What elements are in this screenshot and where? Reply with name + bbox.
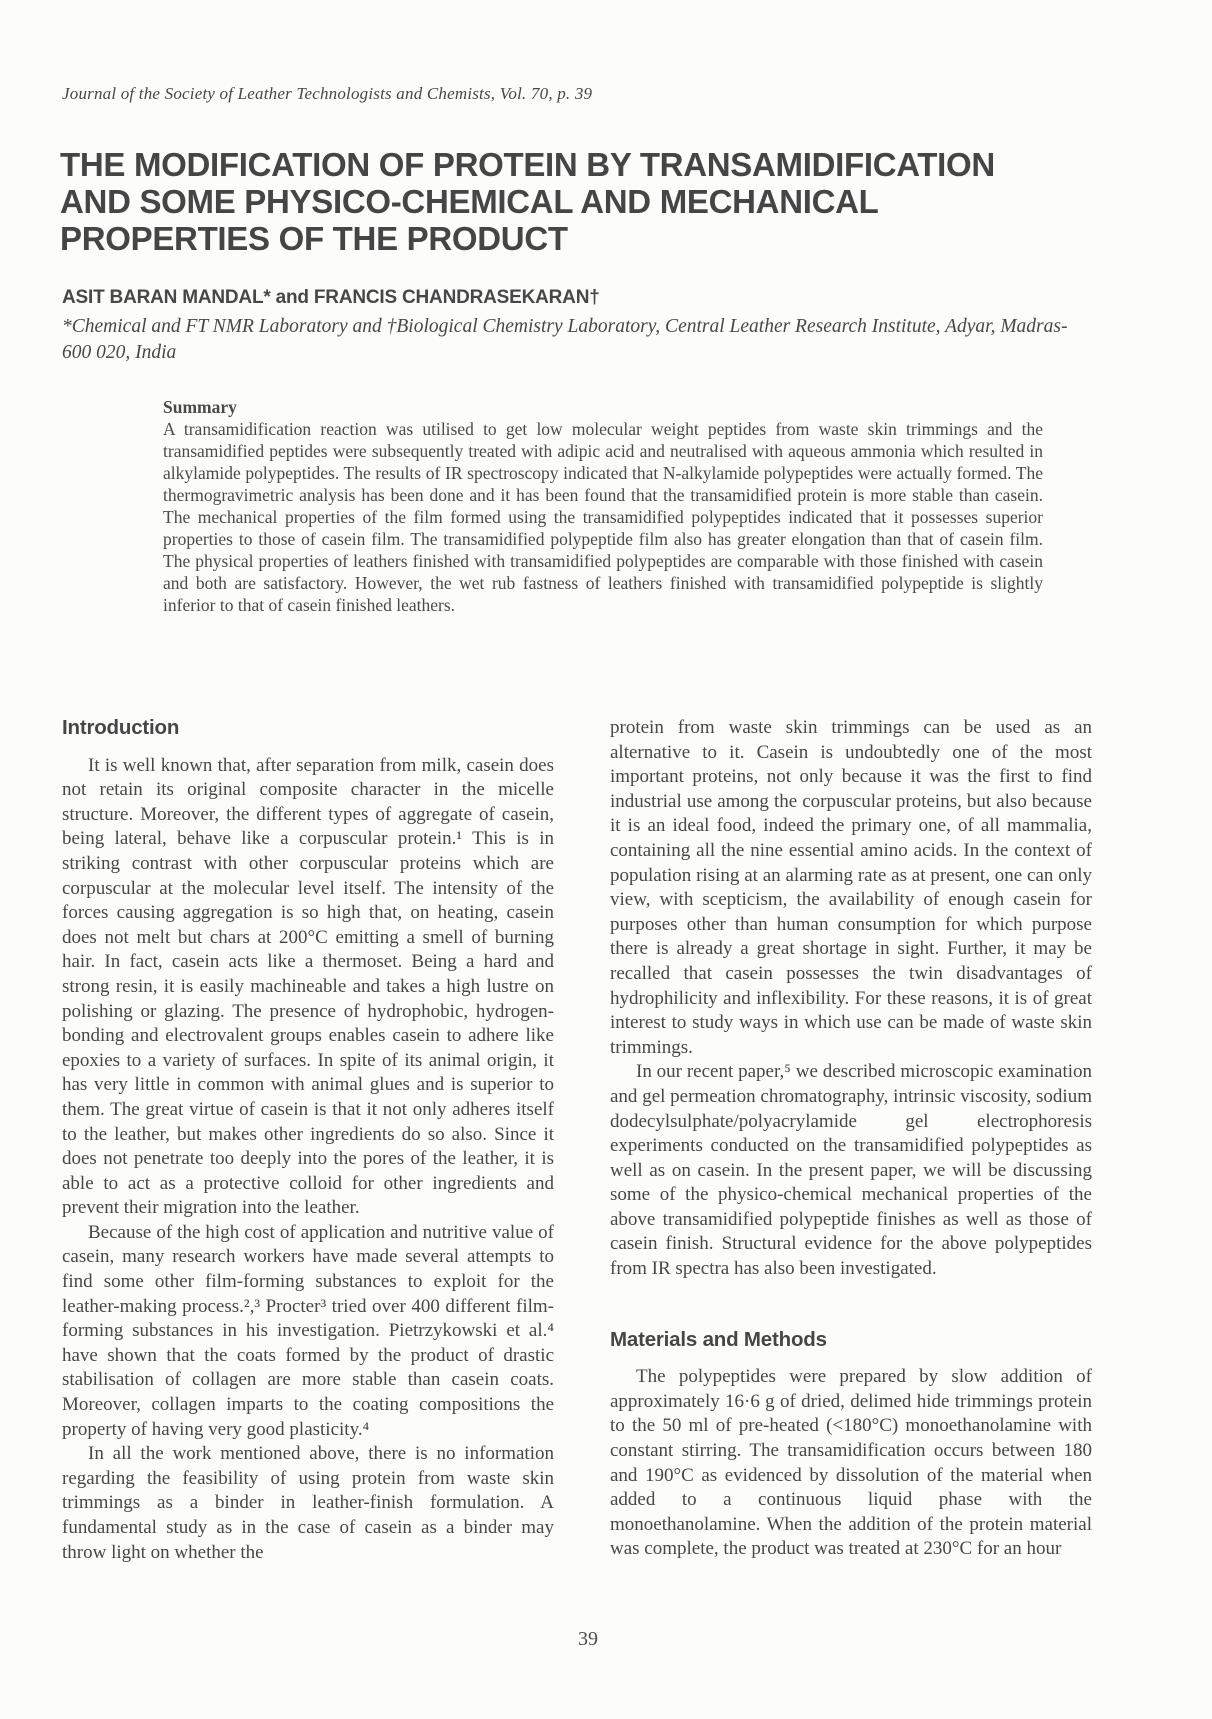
introduction-paragraph-3-continuation: protein from waste skin trimmings can be used as an alternative to it. Casein is undoubtedly one of the most important proteins, not only because it was the first to find industrial use among the corpuscular proteins, but also because it is an ideal food, indeed the primary one, of all mammalia, containing all the nine essential amino acids. In the context of population rising at an alarming rate as at present, one can only view, with scepticism, the availability of enough casein for purposes other than human consumption for which purpose there is already a great shortage in sight. Further, it may be recalled that casein possesses the twin disadvantages of hydrophilicity and inflexibility. For these reasons, it is of great interest to study ways in which use can be made of waste skin trimmings. — [610, 717, 1092, 1058]
article-title — [60, 146, 1140, 257]
summary-block — [163, 396, 1043, 616]
journal-citation-line: Journal of the Society of Leather Technologists and Chemists, Vol. 70, p. 39 — [62, 84, 593, 103]
introduction-paragraph-4: In our recent paper,⁵ we described microscopic examination and gel permeation chromatography, intrinsic viscosity, sodium dodecylsulphate/polyacrylamide gel electrophoresis experiments conducted on the transamidified polypeptides as well as on casein. In the present paper, we will be discussing some of the physico-chemical mechanical properties of the above transamidified polypeptide finishes as well as those of casein finish. Structural evidence for the above polypeptides from IR spectra has also been investigated. — [610, 1061, 1092, 1280]
left-column — [62, 716, 554, 1565]
page-number: 39 — [578, 1628, 598, 1650]
right-column — [610, 716, 1092, 1562]
materials-and-methods-heading: Materials and Methods — [610, 1327, 827, 1351]
summary-text: A transamidification reaction was utilised to get low molecular weight peptides from waste skin trimmings and the transamidified peptides were subsequently treated with adipic acid and neutralised with aqueous ammonia which resulted in alkylamide polypeptides. The results of IR spectroscopy indicated that N-alkylamide polypeptides were actually formed. The thermogravimetric analysis has been done and it has been found that the transamidified protein is more stable than casein. The mechanical properties of the film formed using the transamidified polypeptides indicated that it possesses superior properties to those of casein film. The transamidified polypeptide film also has greater elongation than that of casein film. The physical properties of leathers finished with transamidified polypeptides are comparable with those finished with casein and both are satisfactory. However, the wet rub fastness of leathers finished with transamidified polypeptide is slightly inferior to that of casein finished leathers. — [163, 419, 1043, 615]
summary-heading: Summary — [163, 397, 237, 417]
introduction-heading: Introduction — [62, 716, 180, 739]
article-title-line-2: AND SOME PHYSICO-CHEMICAL AND MECHANICAL — [60, 183, 879, 220]
affiliation-line: *Chemical and FT NMR Laboratory and †Biological Chemistry Laboratory, Central Leather Research Institute, Adyar, Madras-600 020, India — [62, 316, 1068, 363]
article-title-line-1: THE MODIFICATION OF PROTEIN BY TRANSAMIDIFICATION — [60, 146, 995, 183]
introduction-paragraph-2: Because of the high cost of application and nutritive value of casein, many research workers have made several attempts to find some other film-forming substances to exploit for the leather-making process.²,³ Procter³ tried over 400 different film-forming substances in his investigation. Pietrzykowski et al.⁴ have shown that the coats formed by the product of drastic stabilisation of collagen are more stable than casein coats. Moreover, collagen imparts to the coating compositions the property of having very good plasticity.⁴ — [62, 1221, 554, 1440]
article-title-line-3: PROPERTIES OF THE PRODUCT — [60, 220, 568, 257]
authors-line: ASIT BARAN MANDAL* and FRANCIS CHANDRASEKARAN† — [62, 287, 600, 308]
introduction-paragraph-1: It is well known that, after separation from milk, casein does not retain its original composite character in the micelle structure. Moreover, the different types of aggregate of casein, being lateral, behave like a corpuscular protein.¹ This is in striking contrast with other corpuscular proteins which are corpuscular at the molecular level itself. The intensity of the forces causing aggregation is so high that, on heating, casein does not melt but chars at 200°C emitting a smell of burning hair. In fact, casein acts like a thermoset. Being a hard and strong resin, it is easily machineable and takes a high lustre on polishing or glazing. The presence of hydrophobic, hydrogen-bonding and electrovalent groups enables casein to adhere like epoxies to a variety of surfaces. In spite of its animal origin, it has very little in common with animal glues and is superior to them. The great virtue of casein is that it not only adheres itself to the leather, but makes other ingredients do so also. Since it does not penetrate too deeply into the pores of the leather, it is able to act as a protective colloid for other ingredients and prevent their migration into the leather. — [62, 754, 554, 1219]
materials-paragraph-1: The polypeptides were prepared by slow addition of approximately 16·6 g of dried, delimed hide trimmings protein to the 50 ml of pre-heated (<180°C) monoethanolamine with constant stirring. The transamidification occurs between 180 and 190°C as evidenced by dissolution of the material when added to a continuous liquid phase with the monoethanolamine. When the addition of the protein material was complete, the product was treated at 230°C for an hour — [610, 1366, 1092, 1560]
introduction-paragraph-3: In all the work mentioned above, there is no information regarding the feasibility of using protein from waste skin trimmings as a binder in leather-finish formulation. A fundamental study as in the case of casein as a binder may throw light on whether the — [62, 1443, 554, 1563]
